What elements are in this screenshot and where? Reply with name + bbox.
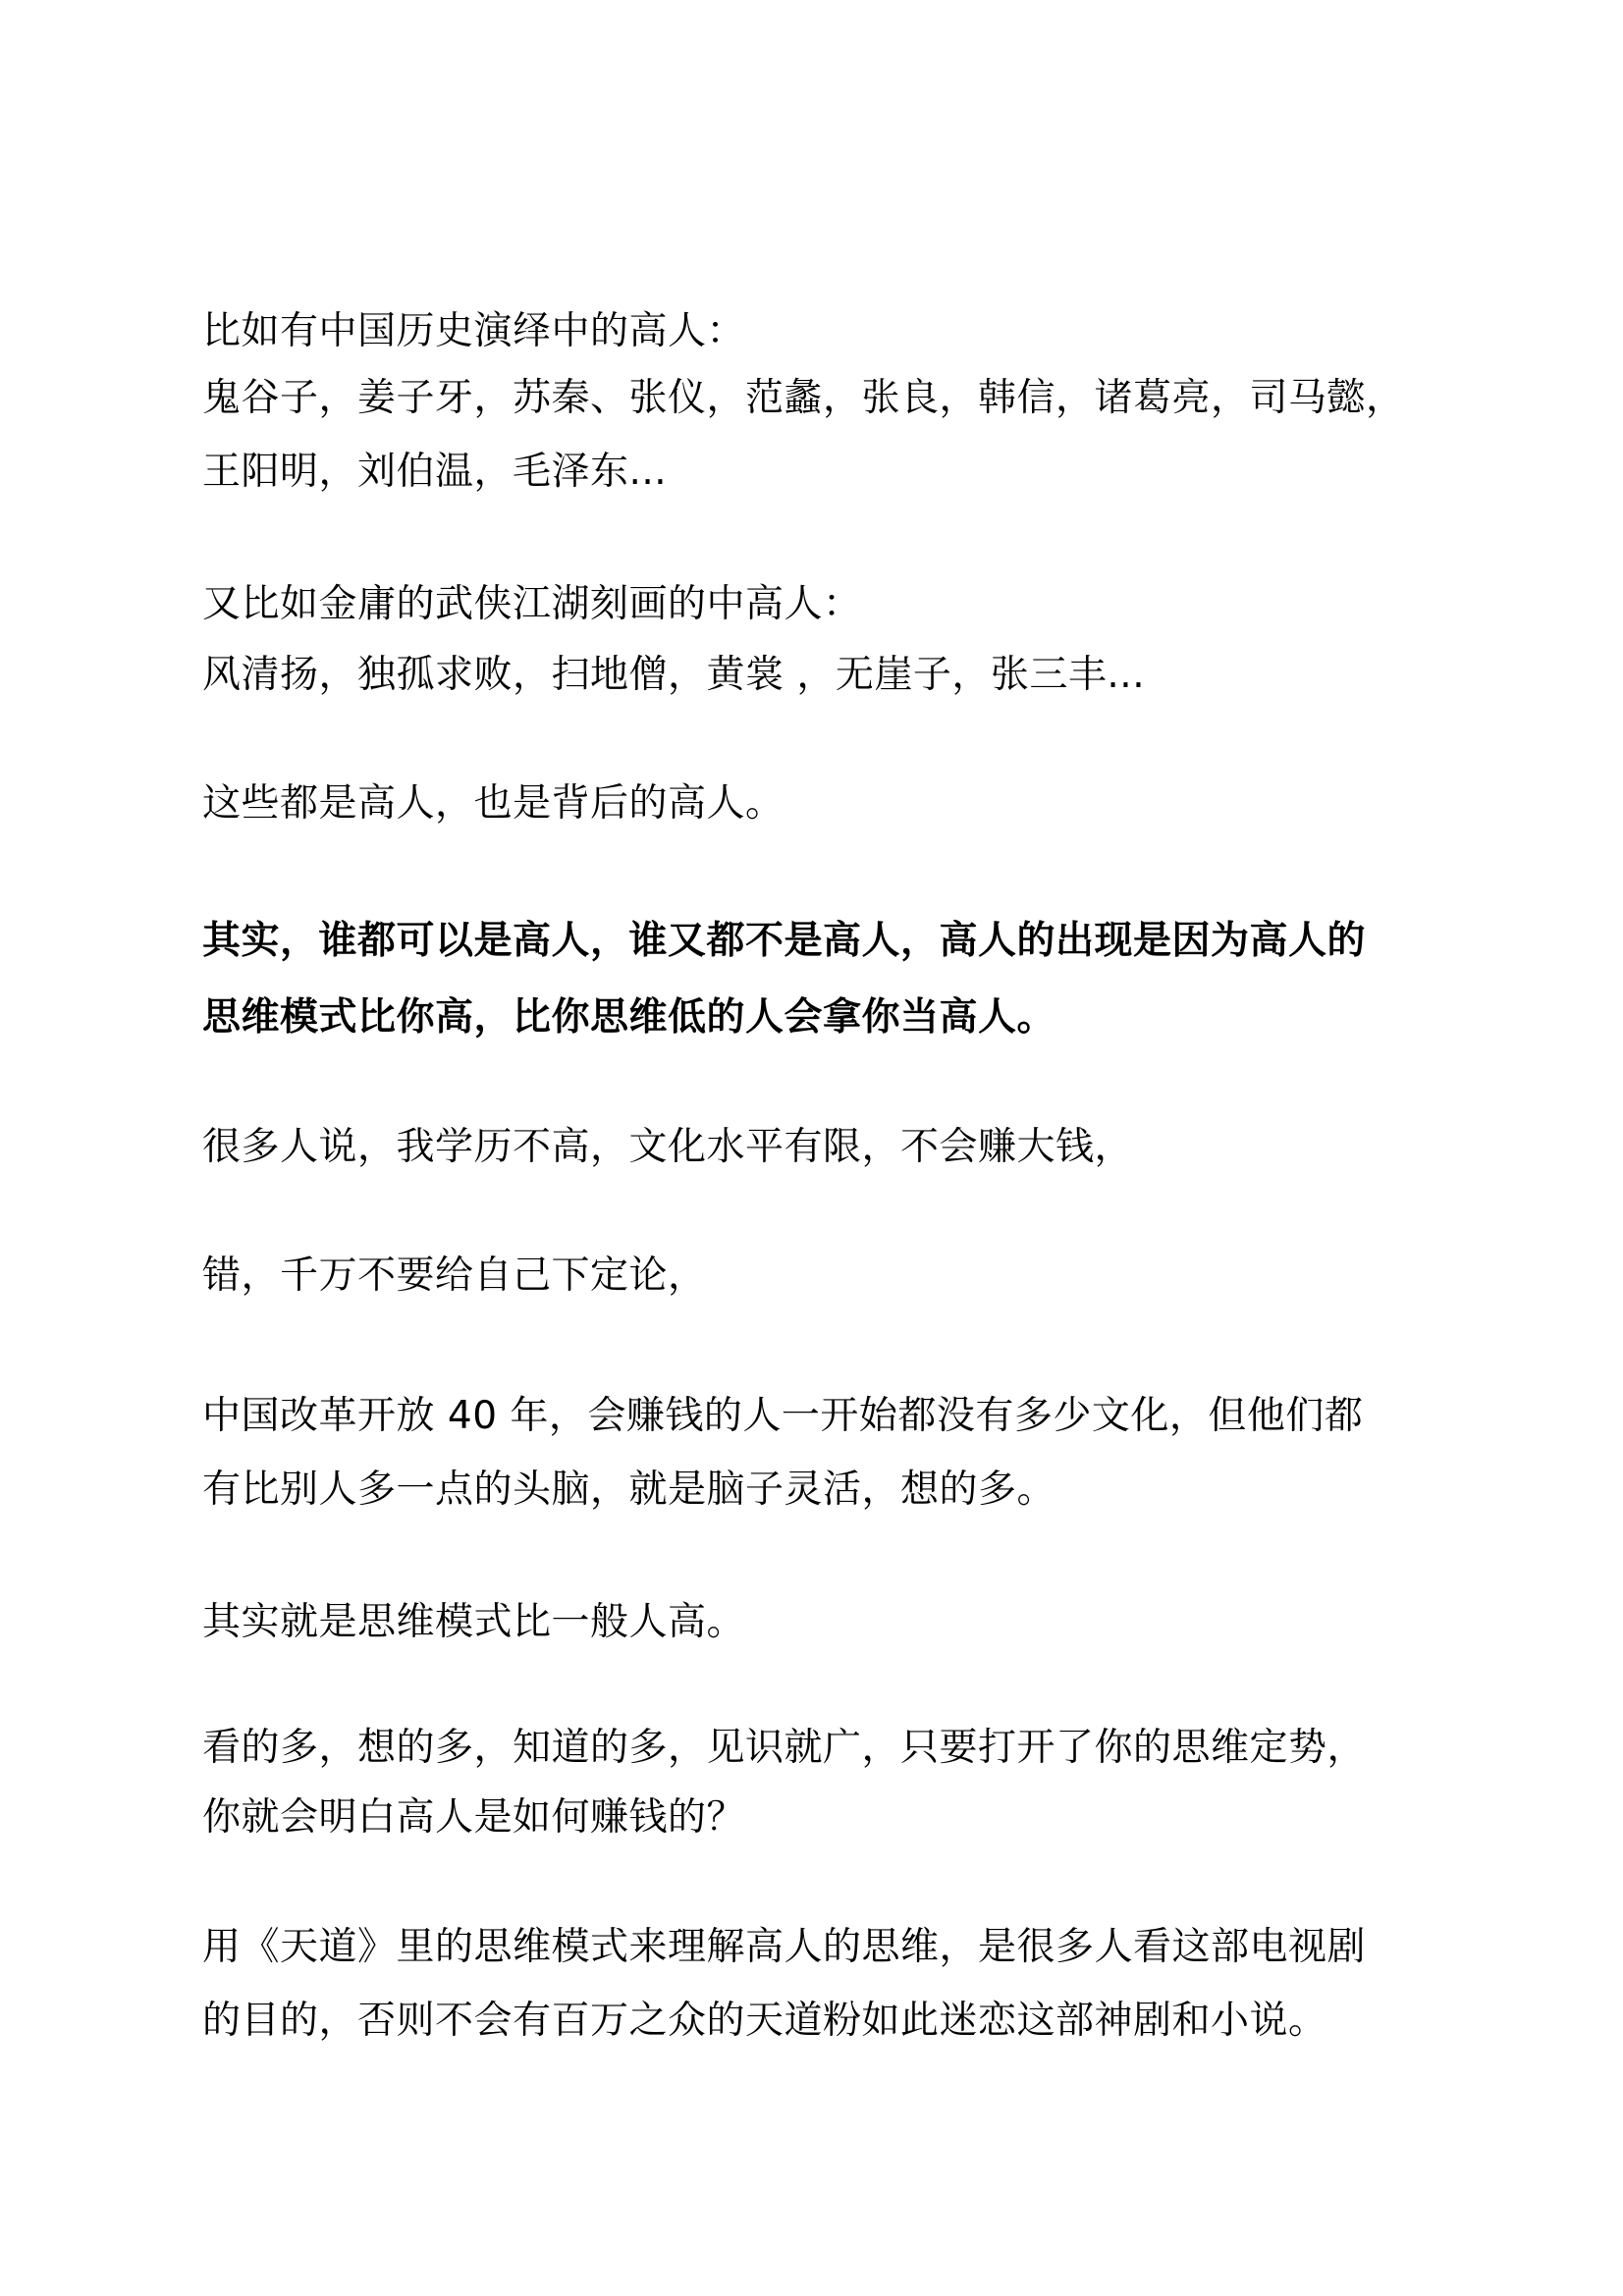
text-line: 用《天道》里的思维模式来理解高人的思维，是很多人看这部电视剧 <box>202 1925 1367 1969</box>
text-line: 有比别人多一点的头脑，就是脑子灵活，想的多。 <box>202 1468 1056 1512</box>
text-line: 中国改革开放 40 年，会赚钱的人一开始都没有多少文化，但他们都 <box>202 1394 1364 1438</box>
text-line: 错，千万不要给自己下定论， <box>202 1254 707 1298</box>
text-line: 看的多，想的多，知道的多，见识就广，只要打开了你的思维定势， <box>202 1726 1367 1770</box>
text-line: 比如有中国历史演绎中的高人： <box>202 309 746 353</box>
text-line: 这些都是高人，也是背后的高人。 <box>202 781 784 826</box>
text-line: 很多人说，我学历不高，文化水平有限，不会赚大钱， <box>202 1125 1134 1169</box>
text-line: 风清扬，独孤求败，扫地僧，黄裳 ，无崖子，张三丰... <box>202 653 1146 697</box>
text-line: 鬼谷子，姜子牙，苏秦、张仪，范蠡，张良，韩信，诸葛亮，司马懿， <box>202 376 1405 420</box>
text-line: 你就会明白高人是如何赚钱的？ <box>202 1795 746 1840</box>
text-line: 其实就是思维模式比一般人高。 <box>202 1600 746 1644</box>
text-line: 又比如金庸的武侠江湖刻画的中高人： <box>202 582 862 626</box>
bold-text-line: 其实，谁都可以是高人，谁又都不是高人，高人的出现是因为高人的 <box>202 919 1367 963</box>
text-line: 的目的，否则不会有百万之众的天道粉如此迷恋这部神剧和小说。 <box>202 1999 1327 2043</box>
bold-text-line: 思维模式比你高，比你思维低的人会拿你当高人。 <box>202 995 1056 1040</box>
text-line: 王阳明，刘伯温，毛泽东... <box>202 450 668 494</box>
